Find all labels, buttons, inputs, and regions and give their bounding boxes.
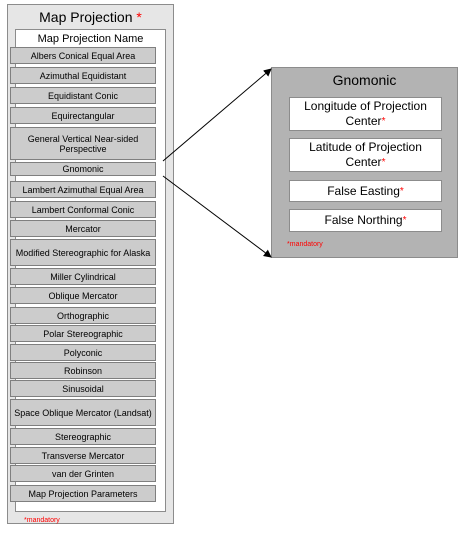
projection-item-equirectangular[interactable]: Equirectangular (10, 107, 156, 124)
title-mandatory-marker: * (136, 9, 142, 25)
projection-item-stereographic[interactable]: Stereographic (10, 428, 156, 445)
projection-item-robinson[interactable]: Robinson (10, 362, 156, 379)
projection-item-equidistant-conic[interactable]: Equidistant Conic (10, 87, 156, 104)
arrow-to-panel-bottom (163, 176, 271, 257)
projection-item-lambert-conformal-conic[interactable]: Lambert Conformal Conic (10, 201, 156, 218)
mandatory-note: *mandatory (24, 517, 60, 524)
projection-item-albers-conical-equal-area[interactable]: Albers Conical Equal Area (10, 47, 156, 64)
projection-item-azimuthal-equidistant[interactable]: Azimuthal Equidistant (10, 67, 156, 84)
projection-item-sinusoidal[interactable]: Sinusoidal (10, 380, 156, 397)
projection-item-orthographic[interactable]: Orthographic (10, 307, 156, 324)
param-label: False Northing* (324, 213, 407, 227)
map-projection-title: Map Projection * (39, 9, 142, 25)
projection-item-modified-stereographic-for-alaska[interactable]: Modified Stereographic for Alaska (10, 239, 156, 266)
param-label: Longitude of Projection Center* (304, 99, 427, 128)
projection-item-transverse-mercator[interactable]: Transverse Mercator (10, 447, 156, 464)
projection-item-gnomonic[interactable]: Gnomonic (10, 162, 156, 176)
map-projection-name-title: Map Projection Name (37, 33, 144, 45)
gnomonic-mandatory-note: *mandatory (287, 241, 323, 248)
gnomonic-title: Gnomonic (332, 72, 397, 88)
projection-item-van-der-grinten[interactable]: van der Grinten (10, 465, 156, 482)
param-label: Latitude of Projection Center* (309, 140, 422, 169)
projection-item-map-projection-parameters[interactable]: Map Projection Parameters (10, 485, 156, 502)
projection-item-lambert-azimuthal-equal-area[interactable]: Lambert Azimuthal Equal Area (10, 181, 156, 198)
projection-item-general-vertical-near-sided-perspective[interactable]: General Vertical Near-sided Perspective (10, 127, 156, 160)
param-label: False Easting* (327, 183, 404, 198)
projection-item-oblique-mercator[interactable]: Oblique Mercator (10, 287, 156, 304)
arrow-to-panel-top (163, 69, 271, 161)
projection-item-mercator[interactable]: Mercator (10, 220, 156, 237)
projection-item-space-oblique-mercator-landsat[interactable]: Space Oblique Mercator (Landsat) (10, 399, 156, 426)
projection-item-polar-stereographic[interactable]: Polar Stereographic (10, 325, 156, 342)
projection-item-polyconic[interactable]: Polyconic (10, 344, 156, 361)
projection-item-miller-cylindrical[interactable]: Miller Cylindrical (10, 268, 156, 285)
